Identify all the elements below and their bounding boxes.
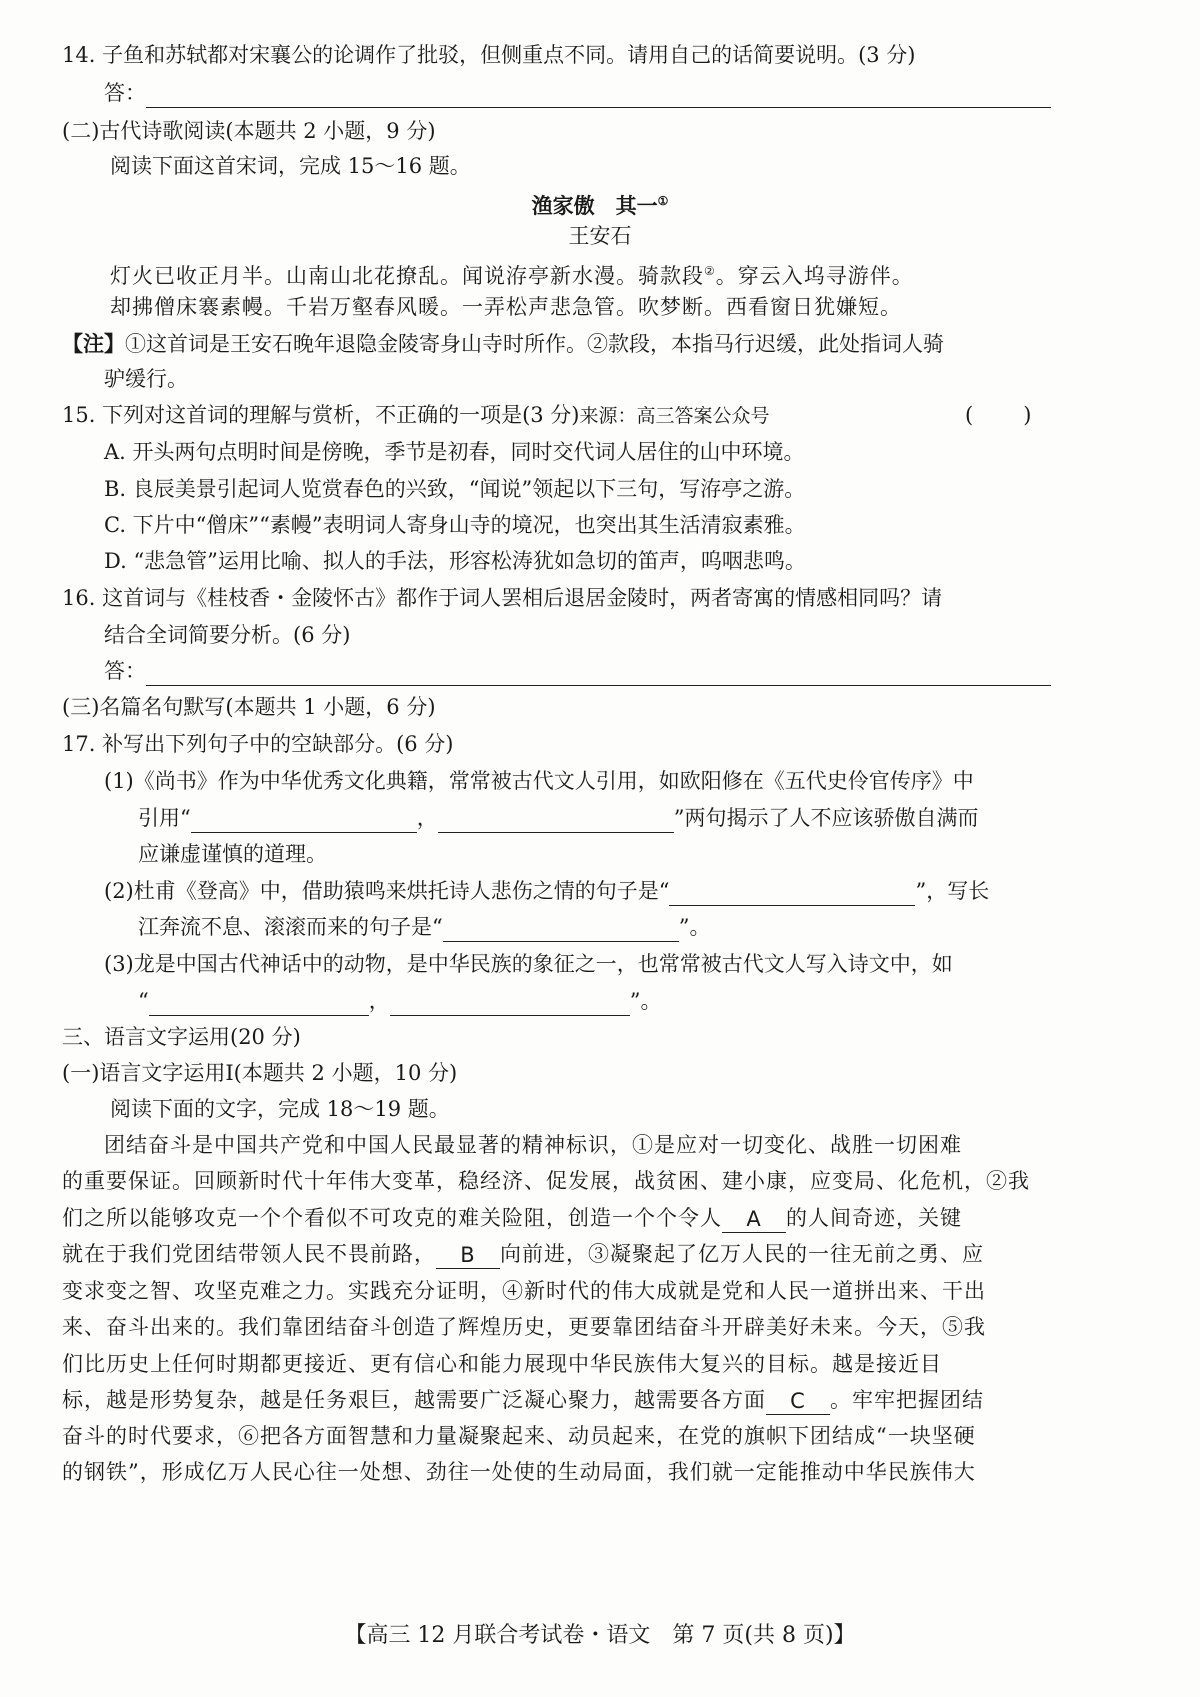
poem-line-1 xyxy=(110,256,1200,286)
q15-option-d[interactable]: D. “悲急管”运用比喻、拟人的手法，形容松涛犹如急切的笛声，呜咽悲鸣。 xyxy=(104,549,806,573)
passage-line xyxy=(62,1385,1200,1415)
poem-author: 王安石 xyxy=(568,224,632,248)
q17-p2-blank-2[interactable] xyxy=(443,917,679,942)
q17-p1-line2-tail: ”两句揭示了人不应该骄傲自满而 xyxy=(673,806,979,830)
passage-line: 的重要保证。回顾新时代十年伟大变革，稳经济、促发展，战贫困、建小康，应变局、化危机，②我 xyxy=(62,1169,1030,1193)
bracket-open: ( xyxy=(965,403,974,427)
section-heading: (二)古代诗歌阅读(本题共 2 小题，9 分) xyxy=(62,119,436,143)
passage-line xyxy=(62,1239,1200,1269)
quote-open: “ xyxy=(138,989,149,1013)
q17-p1-line3: 应谦虚谨慎的道理。 xyxy=(138,842,327,866)
page-footer: 【高三 12 月联合考试卷・语文 第 7 页(共 8 页)】 xyxy=(344,1623,856,1648)
blank-a[interactable]: A xyxy=(722,1206,786,1233)
q16-answer-blank[interactable] xyxy=(146,661,1051,686)
poem-title-text: 渔家傲 其一 xyxy=(531,193,658,218)
blank-b[interactable]: B xyxy=(436,1242,500,1269)
q14-question: 14. 子鱼和苏轼都对宋襄公的论调作了批驳，但侧重点不同。请用自己的话简要说明。(3 分) xyxy=(62,43,916,67)
note-line-1 xyxy=(62,329,1200,359)
part-heading: 三、语言文字运用(20 分) xyxy=(62,1025,301,1049)
note-text-1: ①这首词是王安石晚年退隐金陵寄身山寺时所作。②款段，本指马行迟缓，此处指词人骑 xyxy=(125,332,944,356)
section-heading: (一)语言文字运用Ⅰ(本题共 2 小题，10 分) xyxy=(62,1061,458,1085)
q17-p3-blank-2[interactable] xyxy=(390,991,630,1016)
q14-answer-blank[interactable] xyxy=(146,83,1051,108)
blank-c[interactable]: C xyxy=(766,1388,830,1415)
passage-text: 标，越是形势复杂，越是任务艰巨，越需要广泛凝心聚力，越需要各方面 xyxy=(62,1388,766,1412)
passage-line: 团结奋斗是中国共产党和中国人民最显著的精神标识，①是应对一切变化、战胜一切困难 xyxy=(104,1133,962,1157)
note-line-2: 驴缓行。 xyxy=(104,367,188,391)
passage-line: 变求变之智、攻坚克难之力。实践充分证明，④新时代的伟大成就是党和人民一道拼出来、干出 xyxy=(62,1279,986,1303)
q15-option-b[interactable]: B. 良辰美景引起词人览赏春色的兴致，“闻说”领起以下三句，写洊亭之游。 xyxy=(104,477,806,501)
q17-p1-line2 xyxy=(138,803,1200,833)
poem-title xyxy=(0,186,1200,216)
q17-p2-line2 xyxy=(138,912,1200,942)
poem-title-note: ① xyxy=(657,194,669,208)
passage-line: 的钢铁”，形成亿万人民心往一处想、劲往一处使的生动局面，我们就一定能推动中华民族伟大 xyxy=(62,1460,976,1484)
section-instruction: 阅读下面的文字，完成 18～19 题。 xyxy=(110,1097,450,1121)
q15-answer-bracket[interactable] xyxy=(965,400,1045,430)
q15-source: 来源：高三答案公众号 xyxy=(579,405,770,427)
poem-line-1a: 灯火已收正月半。山南山北花撩乱。闻说洊亭新水漫。骑款段 xyxy=(110,264,704,288)
q17-p1-line1: (1)《尚书》作为中华优秀文化典籍，常常被古代文人引用，如欧阳修在《五代史伶官传序》中 xyxy=(104,769,974,793)
passage-text: 向前进，③凝聚起了亿万人民的一往无前之勇、应 xyxy=(500,1242,984,1266)
q14-answer-row xyxy=(104,78,1200,108)
quote-close: ”。 xyxy=(629,989,662,1013)
passage-line: 们比历史上任何时期都更接近、更有信心和能力展现中华民族伟大复兴的目标。越是接近目 xyxy=(62,1352,942,1376)
q17-p1-blank-2[interactable] xyxy=(438,808,674,833)
passage-line xyxy=(62,1203,1200,1233)
passage-text: 。牢牢把握团结 xyxy=(830,1388,984,1412)
passage-line: 奋斗的时代要求，⑥把各方面智慧和力量凝聚起来、动员起来，在党的旗帜下团结成“一块坚硬 xyxy=(62,1424,976,1448)
passage-line: 来、奋斗出来的。我们靠团结奋斗创造了辉煌历史，更要靠团结奋斗开辟美好未来。今天，⑤我 xyxy=(62,1315,986,1339)
q17-p3-line1: (3)龙是中国古代神话中的动物，是中华民族的象征之一，也常常被古代文人写入诗文中，如 xyxy=(104,952,953,976)
section-heading: (三)名篇名句默写(本题共 1 小题，6 分) xyxy=(62,695,436,719)
poem-line-1-note: ② xyxy=(704,264,716,278)
passage-text: 就在于我们党团结带领人民不畏前路， xyxy=(62,1242,436,1266)
q17-p2-line1-tail: ”，写长 xyxy=(915,879,990,903)
q17-p2-line2-head: 江奔流不息、滚滚而来的句子是“ xyxy=(138,915,443,939)
q17-p3-line2 xyxy=(138,986,1200,1016)
q15-option-c[interactable]: C. 下片中“僧床”“素幔”表明词人寄身山寺的境况，也突出其生活清寂素雅。 xyxy=(104,513,806,537)
section-instruction: 阅读下面这首宋词，完成 15～16 题。 xyxy=(110,154,471,178)
comma: ， xyxy=(368,989,390,1013)
note-tag: 【注】 xyxy=(62,331,125,356)
q15-option-a[interactable]: A. 开头两句点明时间是傍晚，季节是初春，同时交代词人居住的山中环境。 xyxy=(104,440,805,464)
passage-text: 们之所以能够攻克一个个看似不可攻克的难关险阻，创造一个个令人 xyxy=(62,1206,722,1230)
q16-answer-row xyxy=(104,656,1200,686)
q17-p1-blank-1[interactable] xyxy=(191,808,417,833)
poem-line-2: 却拂僧床褰素幔。千岩万壑春风暖。一弄松声悲急管。吹梦断。西看窗日犹嫌短。 xyxy=(110,295,902,319)
passage-text: 的人间奇迹，关键 xyxy=(786,1206,962,1230)
q17-question: 17. 补写出下列句子中的空缺部分。(6 分) xyxy=(62,732,454,756)
q16-question-2: 结合全词简要分析。(6 分) xyxy=(104,623,351,647)
comma: ， xyxy=(416,806,438,830)
poem-line-1b: 。穿云入坞寻游伴。 xyxy=(715,264,914,288)
q17-p3-blank-1[interactable] xyxy=(149,991,369,1016)
answer-label: 答： xyxy=(104,81,146,105)
q16-question-1: 16. 这首词与《桂枝香・金陵怀古》都作于词人罢相后退居金陵时，两者寄寓的情感相同吗？请 xyxy=(62,586,943,610)
q15-question: 15. 下列对这首词的理解与赏析，不正确的一项是(3 分) xyxy=(62,403,580,427)
q17-p2-blank-1[interactable] xyxy=(669,881,915,906)
q17-p2-line2-tail: ”。 xyxy=(678,915,711,939)
q17-p2-line1 xyxy=(104,876,1200,906)
quote-open: 引用“ xyxy=(138,806,191,830)
q17-p2-line1-head: (2)杜甫《登高》中，借助猿鸣来烘托诗人悲伤之情的句子是“ xyxy=(104,879,670,903)
answer-label: 答： xyxy=(104,659,146,683)
bracket-close: ) xyxy=(1023,403,1032,427)
